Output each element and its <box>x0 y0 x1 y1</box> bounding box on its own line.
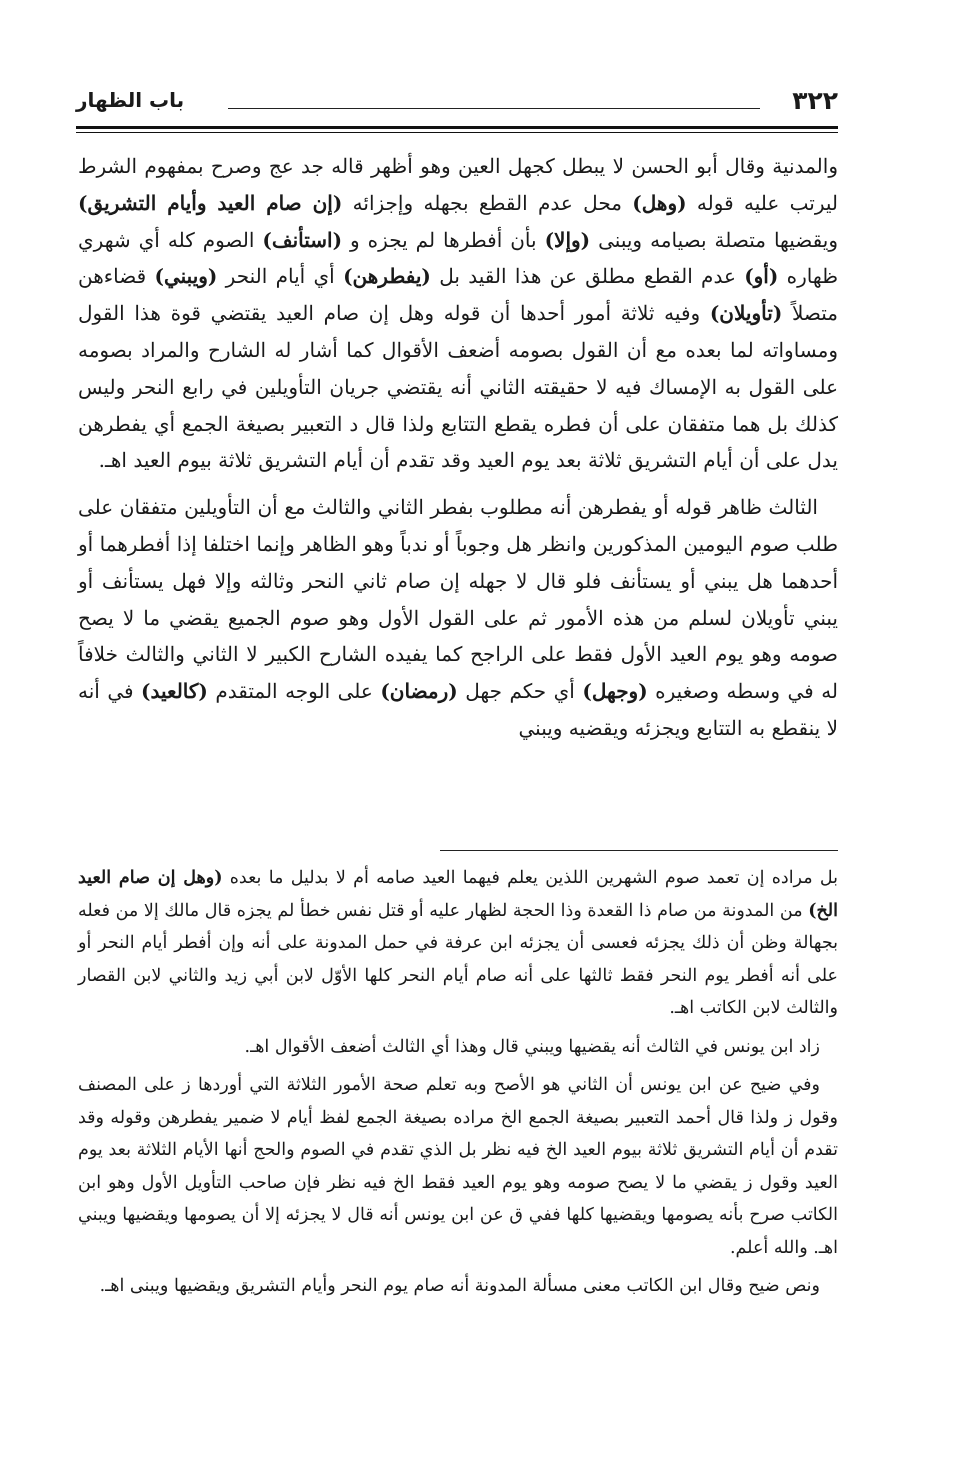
main-p1-bold-term: (ويبني) <box>154 264 218 289</box>
main-p1-bold-term: (تأويلان) <box>709 301 783 326</box>
main-p1-bold-term: (وهل) <box>632 190 687 215</box>
footnote-separator <box>440 850 838 851</box>
main-p1-text-run: والمدنية وقال أبو الحسن لا يبطل كجهل العين وهو أظهر قاله جد عج وصرح بمفهوم الشرط ليرتب عليه قوله <box>78 154 838 215</box>
main-p2-bold-term: (رمضان) <box>380 679 458 704</box>
main-p2-bold-term: (وجهل) <box>582 679 648 704</box>
main-p1-text-run: أي أيام النحر <box>217 264 344 289</box>
footnote-paragraph-3: وفي ضيح عن ابن يونس أن الثاني هو الأصح وبه تعلم صحة الأمور الثلاثة التي أوردها ز على المصنف وقول ز ولذا قال أحمد التعبير بصيغة الجمع الخ مراده بصيغة الجمع لفظ أيام لا ضمير يفطرهن وقوله وقد تقدم أن أيام التشريق ثلاثة بيوم العيد الخ فيه نظر بل الذي تقدم في الصوم والحج أنها الأيام الثلاثة بعد يوم العيد وقول ز يقضي ما لا يصح صومه وهو يوم العيد فقط الخ فيه نظر فإن صاحب التأويل الأول وهو ابن الكاتب صرح بأنه يصومها ويقضيها كلها ففي ق عن ابن يونس أنه قال لا يجزئه إلا أن يصومها ويقضيها ويبني اهـ. والله أعلم. <box>78 1075 838 1258</box>
main-p1-text-run: محل عدم القطع بجهله وإجزائه <box>342 190 633 215</box>
chapter-title: باب الظهار <box>76 88 185 112</box>
page-header <box>76 82 838 122</box>
footnote-1-bold-term: (وهل إن صام العيد الخ) <box>78 868 838 921</box>
page-number: ٣٢٢ <box>792 86 838 115</box>
main-paragraph-1 <box>78 148 838 479</box>
main-p1-text-run: عدم القطع مطلق عن هذا القيد بل <box>430 264 745 289</box>
main-p1-text-run: بأن أفطرها لم يجزه و <box>342 227 545 252</box>
main-p1-text-run: الصوم كله أي شهري ظهاره <box>78 227 839 289</box>
main-p2-text-run: الثالث ظاهر قوله أو يفطرهن أنه مطلوب بفطر الثاني والثالث مع أن التأويلين متفقان على طلب صوم اليومين المذكورين وانظر هل وجوباً أو ندباً وهو الظاهر وإنما اختلفا إذا أفطرهما أو أحدهما هل يبني أو يستأنف فلو قال لا جهله إن صام ثاني النحر وثالثه وإلا فهل يستأنف أو يبني تأويلان لسلم من هذه الأمور ثم على القول الأول وهو صوم الجميع يقضي ما لا يصح صومه وهو يوم العيد الأول فقط على الراجح كما يفيده الشارح الكبير لا الثاني والثالث خلافاً له في وسطه وصغيره <box>78 495 839 704</box>
main-p2-bold-term: (كالعيد) <box>141 679 208 704</box>
footnote-1-text-run: من المدونة من صام ذا القعدة وذا الحجة لظهار عليه أو قتل نفس خطأ لم يجزه قال مالك إلا من فعله بجهالة وظن أن ذلك يجزئه فعسى أن يجزئه ابن عرفة في حمل المدونة على أنه وإن أفطر أيام النحر أو على أنه أفطر يوم النحر فقط ثالثها على أنه صام أيام النحر كلها الأوّل لابن أبي زيد والثاني لابن القصار والثالث لابن الكاتب اهـ. <box>78 900 838 1018</box>
main-text <box>78 148 838 747</box>
main-p1-bold-term: (أو) <box>744 264 779 289</box>
main-p1-text-run: ويقضيها متصلة بصيامه ويبنى <box>590 227 838 252</box>
main-p1-text-run: قضاءهن متصلاً <box>78 264 838 326</box>
main-p2-text-run: أي حكم جهل <box>457 679 583 704</box>
main-p1-bold-term: (إن صام العيد وأيام التشريق) <box>78 190 343 215</box>
main-p2-text-run: في أنه لا ينقطع به التتابع ويجزئه ويقضيه ويبني <box>78 679 838 740</box>
footnote-paragraph-1 <box>78 862 838 1025</box>
main-p2-text-run: على الوجه المتقدم <box>207 679 381 704</box>
footnote-paragraph-4: ونص ضيح وقال ابن الكاتب معنى مسألة المدونة أنه صام يوم النحر وأيام التشريق ويقضيها ويبنى اهـ. <box>99 1276 820 1296</box>
footnotes <box>78 862 838 1303</box>
footnote-paragraph-2: زاد ابن يونس في الثالث أنه يقضيها ويبني قال وهذا أي الثالث أضعف الأقوال اهـ. <box>244 1036 820 1057</box>
main-p1-bold-term: (استأنف) <box>262 227 343 252</box>
header-rule-thin <box>76 132 838 133</box>
main-p1-bold-term: (وإلا) <box>544 227 591 252</box>
main-paragraph-2 <box>78 489 838 747</box>
header-rule <box>76 126 838 129</box>
main-p1-bold-term: (يفطرهن) <box>343 264 431 289</box>
footnote-1-text-run: بل مراده إن تعمد صوم الشهرين اللذين يعلم فيهما العيد صامه أم لا بدليل ما بعده <box>222 868 838 888</box>
header-divider-line <box>228 108 760 109</box>
main-p1-text-run: وفيه ثلاثة أمور أحدها أن قوله وهل إن صام العيد يقتضي قوة هذا القول ومساواته لما بعده مع أن القول بصومه أضعف الأقوال كما أشار له الشارح والمراد بصومه على القول به الإمساك فيه لا حقيقته الثاني أنه يقتضي جريان التأويلين في رابع النحر وليس كذلك بل هما متفقان على أن فطره يقطع التتابع ولذا قال د التعبير بصيغة الجمع أي يفطرهن يدل على أن أيام التشريق ثلاثة بعد يوم العيد وقد تقدم أن أيام التشريق ثلاثة بيوم العيد اهـ. <box>78 301 838 473</box>
